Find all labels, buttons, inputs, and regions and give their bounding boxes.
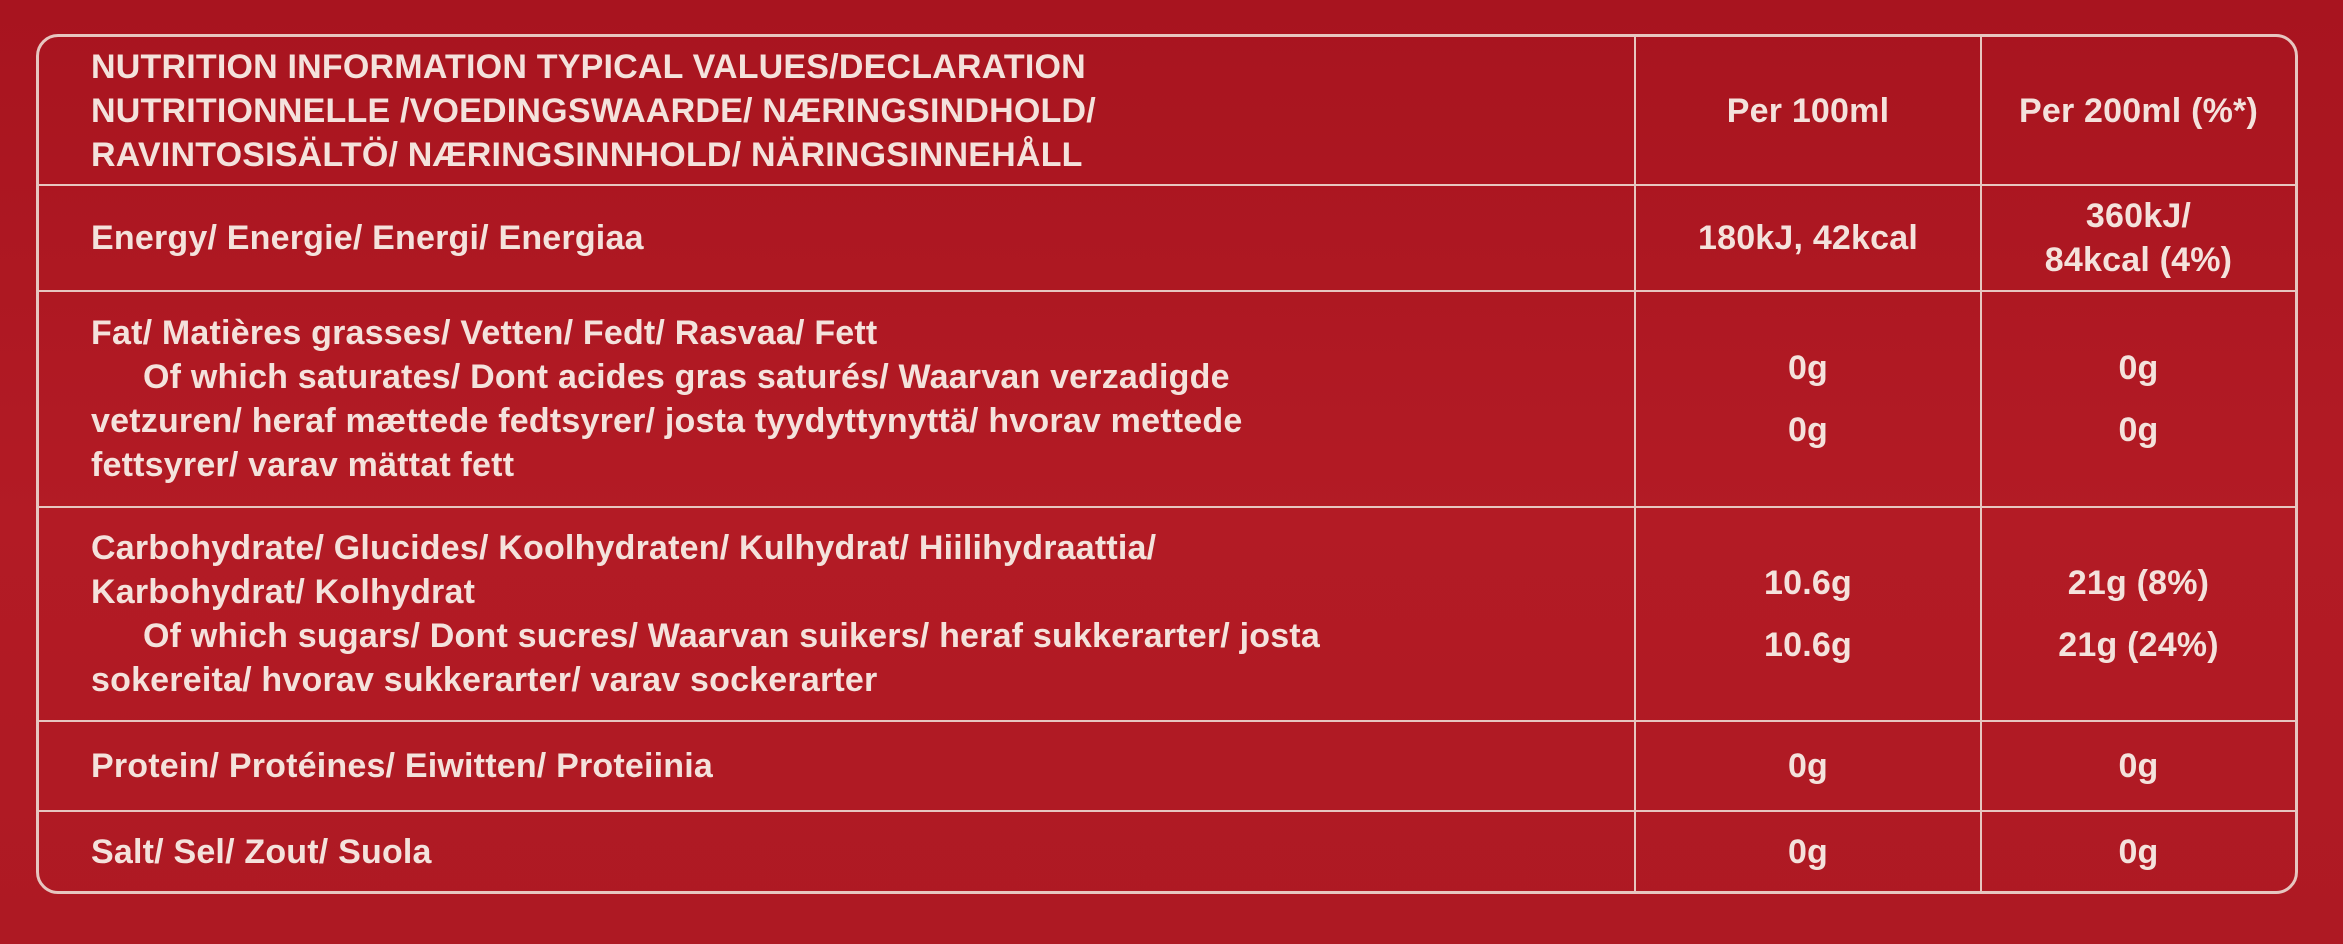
header-title-cell [39, 37, 1635, 185]
protein-row [39, 721, 2295, 811]
nutrition-table [39, 37, 2295, 891]
protein-per200: 0g [2118, 747, 2159, 785]
carbohydrate-per100-cell [1635, 507, 1981, 721]
saturates-per100: 0g [1787, 411, 1829, 449]
fat-per200: 0g [2118, 349, 2159, 387]
salt-per100: 0g [1787, 832, 1829, 871]
nutrition-table-panel [36, 34, 2298, 894]
saturates-label-line2: vetzuren/ heraf mættede fedtsyrer/ josta tyydyttynyttä/ hvorav mettede [91, 402, 1243, 440]
fat-label: Fat/ Matières grasses/ Vetten/ Fedt/ Rasvaa/ Fett [91, 314, 878, 352]
header-row [39, 37, 2295, 185]
carbohydrate-label-line2: Karbohydrat/ Kolhydrat [91, 573, 476, 611]
saturates-per200: 0g [2118, 411, 2159, 449]
fat-label-cell [39, 291, 1635, 507]
salt-per200-cell [1981, 811, 2295, 891]
sugars-label-line2: sokereita/ hvorav sukkerarter/ varav sockerarter [91, 661, 878, 699]
protein-label: Protein/ Protéines/ Eiwitten/ Proteiinia [91, 747, 714, 785]
salt-row [39, 811, 2295, 891]
header-per100: Per 100ml [1726, 91, 1890, 130]
carbohydrate-per100: 10.6g [1764, 564, 1852, 602]
saturates-label-line3: fettsyrer/ varav mättat fett [91, 446, 515, 484]
saturates-label-line1: Of which saturates/ Dont acides gras saturés/ Waarvan verzadigde [143, 358, 1230, 396]
protein-per100-cell [1635, 721, 1981, 811]
carbohydrate-label-line1: Carbohydrate/ Glucides/ Koolhydraten/ Kulhydrat/ Hiilihydraattia/ [91, 529, 1157, 567]
header-title-line: RAVINTOSISÄLTÖ/ NÆRINGSINNHOLD/ NÄRINGSINNEHÅLL [91, 135, 1083, 174]
sugars-per100: 10.6g [1764, 626, 1852, 664]
header-title-line: NUTRITION INFORMATION TYPICAL VALUES/DECLARATION [91, 47, 1086, 86]
energy-per100-cell [1635, 185, 1981, 291]
sugars-label-line1: Of which sugars/ Dont sucres/ Waarvan suikers/ heraf sukkerarter/ josta [143, 617, 1320, 655]
header-per100-cell [1635, 37, 1981, 185]
energy-per200-line1: 360kJ/ [2085, 197, 2192, 235]
carbohydrate-per200-cell [1981, 507, 2295, 721]
fat-row [39, 291, 2295, 507]
salt-label: Salt/ Sel/ Zout/ Suola [91, 832, 432, 871]
header-per200-cell [1981, 37, 2295, 185]
carbohydrate-row [39, 507, 2295, 721]
protein-label-cell [39, 721, 1635, 811]
energy-per200-line2: 84kcal (4%) [2044, 241, 2233, 279]
energy-per100: 180kJ, 42kcal [1697, 219, 1919, 257]
energy-per200-cell [1981, 185, 2295, 291]
energy-row [39, 185, 2295, 291]
energy-label: Energy/ Energie/ Energi/ Energiaa [91, 219, 644, 257]
header-title-line: NUTRITIONNELLE /VOEDINGSWAARDE/ NÆRINGSINDHOLD/ [91, 91, 1096, 130]
carbohydrate-per200: 21g (8%) [2067, 564, 2210, 602]
fat-per100-cell [1635, 291, 1981, 507]
fat-per100: 0g [1787, 349, 1829, 387]
energy-label-cell [39, 185, 1635, 291]
sugars-per200: 21g (24%) [2058, 626, 2219, 664]
salt-per200: 0g [2118, 832, 2159, 871]
header-per200: Per 200ml (%*) [2018, 91, 2259, 130]
fat-per200-cell [1981, 291, 2295, 507]
protein-per100: 0g [1787, 747, 1829, 785]
carbohydrate-label-cell [39, 507, 1635, 721]
protein-per200-cell [1981, 721, 2295, 811]
salt-label-cell [39, 811, 1635, 891]
salt-per100-cell [1635, 811, 1981, 891]
